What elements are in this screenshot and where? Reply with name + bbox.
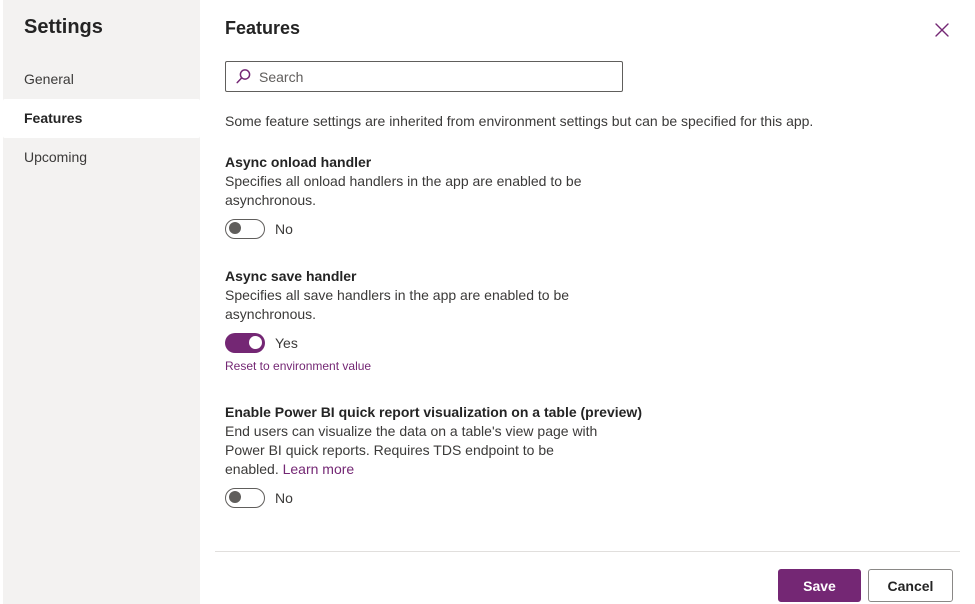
setting-title: Enable Power BI quick report visualization on a table (preview)	[225, 404, 642, 420]
search-input[interactable]	[259, 69, 613, 85]
features-panel	[200, 0, 975, 604]
save-button[interactable]: Save	[778, 569, 861, 602]
toggle-knob	[229, 222, 241, 234]
setting-description: Specifies all save handlers in the app are enabled to be asynchronous.	[225, 287, 570, 322]
toggle-knob	[229, 491, 241, 503]
setting-power-bi-quick-report	[225, 403, 960, 508]
reset-to-environment-link[interactable]: Reset to environment value	[225, 359, 372, 373]
footer-divider	[215, 551, 960, 552]
power-bi-toggle[interactable]	[225, 488, 265, 508]
setting-title: Async onload handler	[225, 154, 372, 170]
sidebar-title: Settings	[24, 16, 103, 38]
cancel-button[interactable]: Cancel	[868, 569, 953, 602]
setting-async-save-handler	[225, 267, 960, 375]
search-box[interactable]	[225, 61, 623, 92]
close-button[interactable]	[932, 20, 952, 40]
setting-description: Specifies all onload handlers in the app are enabled to be asynchronous.	[225, 173, 582, 208]
toggle-row	[225, 487, 960, 508]
toggle-state-label: Yes	[275, 334, 298, 351]
footer-actions	[225, 569, 960, 602]
page-title: Features	[225, 18, 301, 38]
toggle-knob	[249, 336, 262, 349]
async-save-toggle[interactable]	[225, 333, 265, 353]
sidebar	[0, 0, 200, 604]
search-icon	[235, 68, 252, 85]
toggle-row	[225, 332, 960, 353]
panel-header	[225, 0, 960, 40]
learn-more-link[interactable]: Learn more	[282, 461, 355, 477]
setting-description-text: End users can visualize the data on a table's view page with Power BI quick reports. Requires TDS endpoint to be enabled.	[225, 423, 598, 477]
setting-async-onload-handler	[225, 153, 960, 239]
close-icon	[934, 22, 950, 38]
toggle-state-label: No	[275, 489, 293, 506]
setting-description	[225, 422, 605, 479]
intro-text: Some feature settings are inherited from environment settings but can be specified for this app.	[225, 113, 814, 129]
sidebar-item-upcoming[interactable]: Upcoming	[24, 149, 88, 165]
sidebar-item-general[interactable]: General	[24, 71, 74, 87]
setting-title: Async save handler	[225, 268, 357, 284]
toggle-row	[225, 218, 960, 239]
toggle-state-label: No	[275, 220, 293, 237]
async-onload-toggle[interactable]	[225, 219, 265, 239]
sidebar-item-features[interactable]: Features	[3, 99, 200, 138]
sidebar-nav	[3, 60, 200, 177]
